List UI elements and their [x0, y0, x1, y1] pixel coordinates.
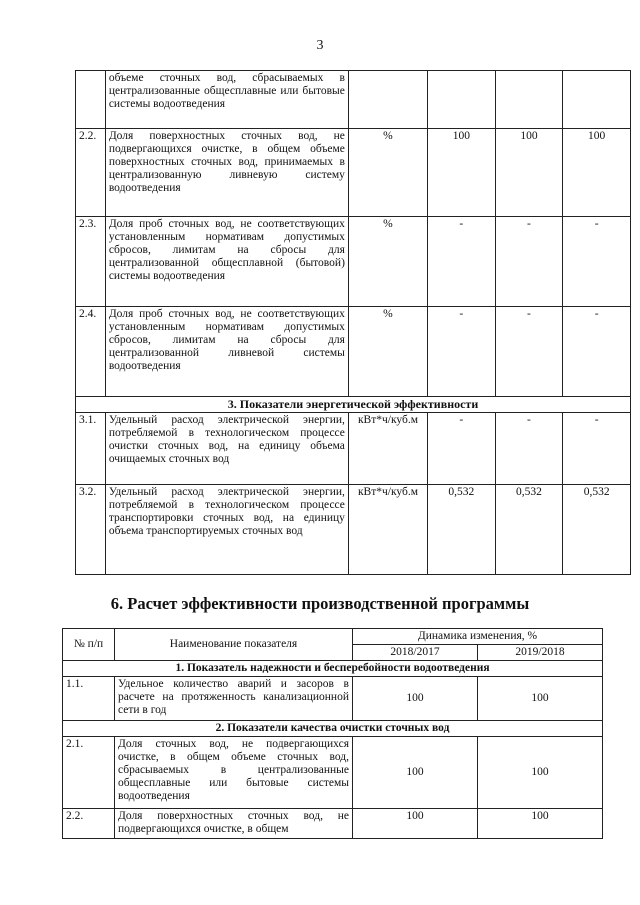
section-header-reliability: 1. Показатель надежности и бесперебойности водоотведения [63, 661, 603, 677]
col-num-header: № п/п [63, 629, 115, 661]
row-number: 3.1. [76, 413, 106, 485]
row-number: 2.2. [63, 809, 115, 839]
table-header-row [63, 629, 603, 645]
table-row [63, 737, 603, 809]
value-cell: 100 [478, 677, 603, 721]
value-cell: - [428, 217, 496, 307]
indicator-name: Доля проб сточных вод, не соответствующих установленным нормативам допустимых сбросов, лимитам на сбросы для централизованной общесплавной (бытовой) системы водоотведения [105, 217, 348, 307]
value-cell: - [563, 217, 631, 307]
unit-cell: кВт*ч/куб.м [348, 413, 427, 485]
value-cell: - [495, 217, 563, 307]
unit-cell [348, 71, 427, 129]
value-cell: - [563, 413, 631, 485]
indicator-name: Удельный расход электрической энергии, потребляемой в технологическом процессе очистки сточных вод, на единицу объема очищаемых сточных вод [105, 413, 348, 485]
table-row [76, 413, 631, 485]
indicator-name: Удельный расход электрической энергии, потребляемой в технологическом процессе транспортировки сточных вод, на единицу объема транспортируемых сточных вод [105, 485, 348, 575]
table-row [63, 677, 603, 721]
col-year2-header: 2019/2018 [478, 645, 603, 661]
value-cell: 100 [353, 809, 478, 839]
indicator-name: Доля сточных вод, не подвергающихся очистке, в общем объеме сточных вод, сбрасываемых в централизованные общесплавные или бытовые системы водоотведения [115, 737, 353, 809]
value-cell [563, 71, 631, 129]
value-cell: - [428, 413, 496, 485]
unit-cell: % [348, 129, 427, 217]
indicator-name: Доля поверхностных сточных вод, не подвергающихся очистке, в общем [115, 809, 353, 839]
page-number: 3 [316, 38, 324, 53]
value-cell: 100 [353, 677, 478, 721]
unit-cell: кВт*ч/куб.м [348, 485, 427, 575]
indicator-name: объеме сточных вод, сбрасываемых в централизованные общесплавные или бытовые системы водоотведения [105, 71, 348, 129]
value-cell: - [495, 307, 563, 397]
section-header-row [63, 721, 603, 737]
value-cell: 100 [478, 809, 603, 839]
indicators-table-continued [75, 70, 631, 575]
value-cell: 0,532 [563, 485, 631, 575]
row-number: 1.1. [63, 677, 115, 721]
section-header-row [76, 397, 631, 413]
row-number: 3.2. [76, 485, 106, 575]
table-row [76, 217, 631, 307]
value-cell: 100 [353, 737, 478, 809]
col-dynamics-header: Динамика изменения, % [353, 629, 603, 645]
row-number: 2.1. [63, 737, 115, 809]
table-row [63, 809, 603, 839]
value-cell: 0,532 [428, 485, 496, 575]
efficiency-table [62, 628, 603, 839]
value-cell [428, 71, 496, 129]
value-cell: - [495, 413, 563, 485]
indicator-name: Удельное количество аварий и засоров в расчете на протяженность канализационной сети в год [115, 677, 353, 721]
col-name-header: Наименование показателя [115, 629, 353, 661]
table-row [76, 307, 631, 397]
section-header-energy: 3. Показатели энергетической эффективности [76, 397, 631, 413]
table-row [76, 129, 631, 217]
section-header-row [63, 661, 603, 677]
value-cell: 100 [563, 129, 631, 217]
value-cell [495, 71, 563, 129]
section-6-title: 6. Расчет эффективности производственной программы [110, 594, 530, 613]
row-number [76, 71, 106, 129]
row-number: 2.3. [76, 217, 106, 307]
unit-cell: % [348, 307, 427, 397]
value-cell: - [428, 307, 496, 397]
table-row [76, 71, 631, 129]
value-cell: 100 [495, 129, 563, 217]
unit-cell: % [348, 217, 427, 307]
table-row [76, 485, 631, 575]
value-cell: 0,532 [495, 485, 563, 575]
value-cell: 100 [428, 129, 496, 217]
section-header-quality: 2. Показатели качества очистки сточных вод [63, 721, 603, 737]
indicator-name: Доля проб сточных вод, не соответствующих установленным нормативам допустимых сбросов, лимитам на сбросы для централизованной ливневой системы водоотведения [105, 307, 348, 397]
indicator-name: Доля поверхностных сточных вод, не подвергающихся очистке, в общем объеме поверхностных сточных вод, принимаемых в централизованную ливневую систему водоотведения [105, 129, 348, 217]
value-cell: 100 [478, 737, 603, 809]
row-number: 2.2. [76, 129, 106, 217]
value-cell: - [563, 307, 631, 397]
col-year1-header: 2018/2017 [353, 645, 478, 661]
row-number: 2.4. [76, 307, 106, 397]
